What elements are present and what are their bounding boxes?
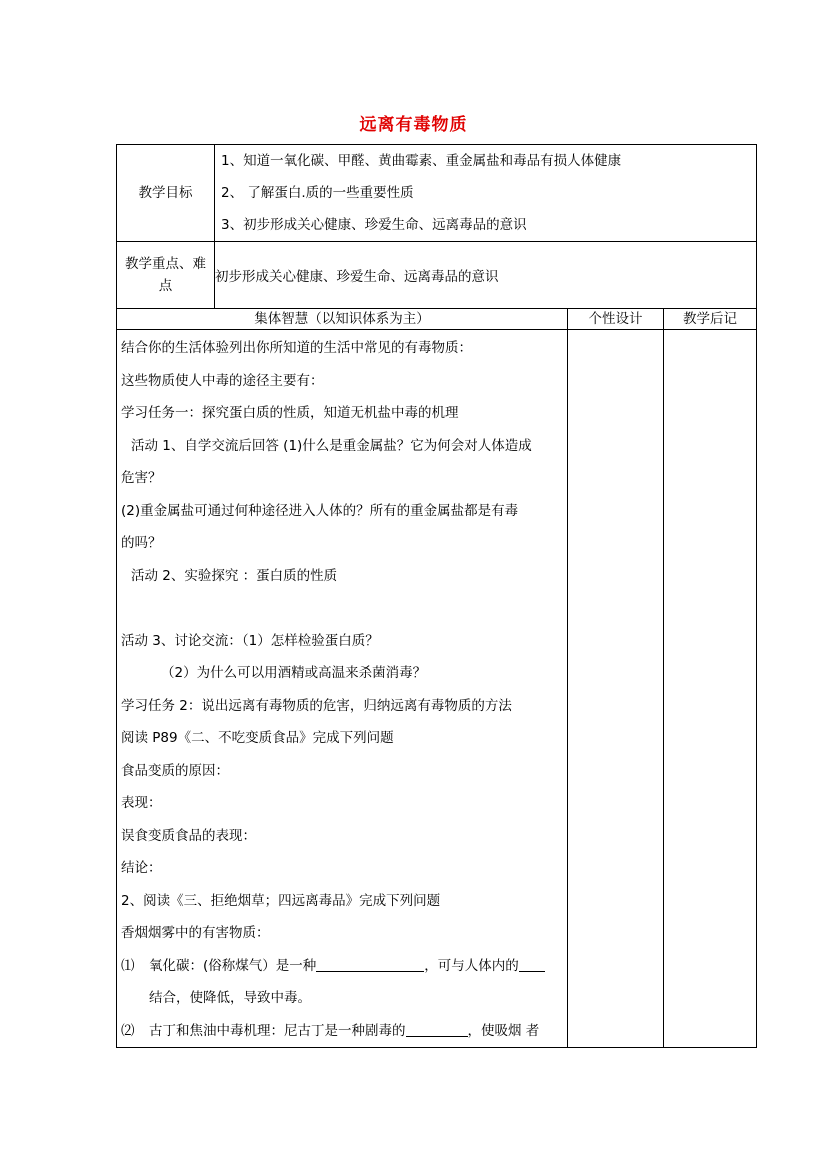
objectives-row <box>117 145 757 242</box>
content-line: 阅读 P89《二、不吃变质食品》完成下列问题 <box>121 730 394 746</box>
content-main <box>117 330 568 1048</box>
blank-line <box>117 592 567 625</box>
question-2 <box>117 1015 567 1048</box>
content-line: 学习任务一：探究蛋白质的性质，知道无机盐中毒的机理 <box>121 405 459 421</box>
notes-column <box>664 330 757 1048</box>
content-line: 这些物质使人中毒的途径主要有： <box>121 372 324 389</box>
content-line: 危害？ <box>121 470 162 486</box>
question-2-text-b: ，使吸烟 者 <box>467 1022 540 1039</box>
objectives-label: 教学目标 <box>117 145 215 242</box>
question-1-text-b: ，可与人体内的 <box>424 957 519 974</box>
focus-text: 初步形成关心健康、珍爱生命、远离毒品的意识 <box>215 242 757 309</box>
design-column <box>568 330 664 1048</box>
fill-blank <box>316 957 424 972</box>
objective-item: 1、知道一氧化碳、甲醛、黄曲霉素、重金属盐和毒品有损人体健康 <box>221 153 622 169</box>
objective-item: 3、初步形成关心健康、珍爱生命、远离毒品的意识 <box>221 217 527 233</box>
content-line: (2)重金属盐可通过何种途径进入人体的？所有的重金属盐都是有毒 <box>121 502 519 519</box>
question-1-number: ⑴ <box>121 957 135 974</box>
objective-item: 2、 了解蛋白.质的一些重要性质 <box>221 185 414 201</box>
column-header-notes: 教学后记 <box>664 309 757 330</box>
question-1-text-a: 氧化碳：(俗称煤气）是一种 <box>149 957 317 974</box>
focus-label <box>117 242 215 309</box>
question-1 <box>117 950 567 983</box>
column-header-main: 集体智慧（以知识体系为主） <box>117 309 568 330</box>
content-line: 活动 2、实验探究 ：蛋白质的性质 <box>131 567 338 584</box>
focus-label-line1: 教学重点、难 <box>125 256 206 272</box>
content-line: 学习任务 2：说出远离有毒物质的危害，归纳远离有毒物质的方法 <box>121 697 512 714</box>
fill-blank <box>406 1022 468 1037</box>
lesson-plan-table <box>116 144 757 1048</box>
focus-label-line2: 点 <box>158 278 173 294</box>
content-line: 结合，使降低，导致中毒。 <box>149 990 311 1006</box>
focus-row <box>117 242 757 309</box>
question-2-text-a: 古丁和焦油中毒机理：尼古丁是一种剧毒的 <box>149 1022 406 1039</box>
content-line: 的吗？ <box>121 535 162 551</box>
column-header-design: 个性设计 <box>568 309 664 330</box>
document-title: 远离有毒物质 <box>359 115 468 135</box>
fill-blank <box>519 957 545 972</box>
content-line: 结合你的生活体验列出你所知道的生活中常见的有毒物质： <box>121 340 472 356</box>
content-line: 活动 3、讨论交流：（1）怎样检验蛋白质？ <box>121 632 379 649</box>
content-line: 结论： <box>121 860 162 876</box>
content-line: （2）为什么可以用酒精或高温来杀菌消毒？ <box>161 665 427 681</box>
content-line: 表现： <box>121 795 162 811</box>
column-header-row <box>117 309 757 330</box>
question-2-number: ⑵ <box>121 1022 135 1039</box>
content-row <box>117 330 757 1048</box>
content-line: 2、阅读《三、拒绝烟草；四远离毒品》完成下列问题 <box>121 892 441 909</box>
objectives-content <box>215 145 757 242</box>
content-line: 食品变质的原因： <box>121 762 229 779</box>
content-line: 香烟烟雾中的有害物质： <box>121 925 270 941</box>
content-line: 误食变质食品的表现： <box>121 827 256 844</box>
content-line: 活动 1、自学交流后回答 (1)什么是重金属盐？它为何会对人体造成 <box>131 437 532 454</box>
